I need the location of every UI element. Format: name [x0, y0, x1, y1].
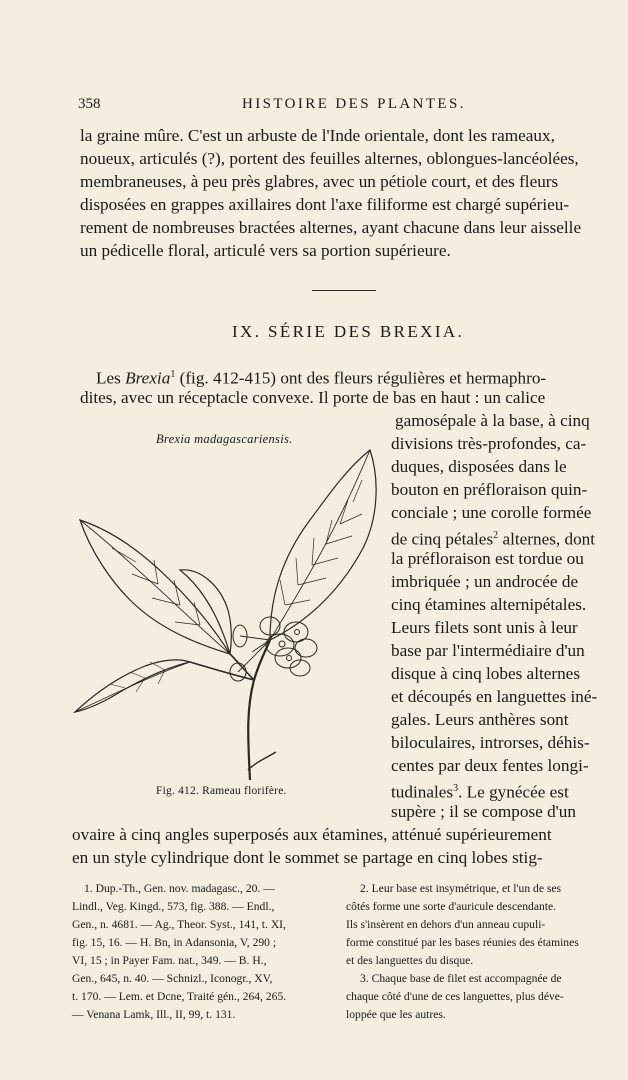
footnote-line: et des languettes du disque.: [346, 954, 474, 967]
body-line: dites, avec un réceptacle convexe. Il porte de bas en haut : un calice: [80, 388, 546, 407]
body-text: (fig. 412-415) ont des fleurs régulières et hermaphro-: [175, 368, 547, 388]
intro-line: membraneuses, à peu près glabres, avec un pétiole court, et des fleurs: [80, 172, 559, 191]
intro-line: la graine mûre. C'est un arbuste de l'Inde orientale, dont les rameaux,: [80, 126, 555, 145]
footnote-line: 2. Leur base est insymétrique, et l'un de ses: [360, 882, 562, 895]
footnote-line: VI, 15 ; in Payer Fam. nat., 349. — B. H.,: [72, 954, 267, 967]
body-text: de cinq pétales: [391, 529, 494, 549]
footnote-line: 1. Dup.-Th., Gen. nov. madagasc., 20. —: [84, 882, 275, 895]
column-line: imbriquée ; un androcée de: [391, 572, 579, 591]
column-line: centes par deux fentes longi-: [391, 756, 589, 775]
footnote-line: côtés forme une sorte d'auricule descendante.: [346, 900, 557, 913]
column-line: divisions très-profondes, ca-: [391, 434, 587, 453]
footnote-line: Lindl., Veg. Kingd., 573, fig. 388. — Endl.,: [72, 900, 275, 913]
genus-name: Brexia: [125, 368, 171, 388]
column-line: gales. Leurs anthères sont: [391, 710, 569, 729]
intro-line: un pédicelle floral, articulé vers sa portion supérieure.: [80, 241, 451, 260]
body-line: en un style cylindrique dont le sommet se partage en cinq lobes stig-: [72, 848, 543, 867]
intro-line: rement de nombreuses bractées alternes, ayant chacune dans leur aisselle: [80, 218, 582, 237]
intro-line: noueux, articulés (?), portent des feuilles alternes, oblongues-lancéolées,: [80, 149, 579, 168]
page-number: 358: [78, 96, 101, 112]
section-divider: [312, 290, 376, 291]
column-line: disque à cinq lobes alternes: [391, 664, 581, 683]
body-text: alternes, dont: [498, 529, 596, 549]
column-line: duques, disposées dans le: [391, 457, 567, 476]
body-text: . Le gynécée est: [458, 782, 569, 802]
footnote-line: Ils s'insèrent en dehors d'un anneau cupuli-: [346, 918, 546, 931]
column-line: biloculaires, introrses, déhis-: [391, 733, 590, 752]
footnote-line: chaque côté d'une de ces languettes, plus déve-: [346, 990, 564, 1003]
body-line: ovaire à cinq angles superposés aux étamines, atténué supérieurement: [72, 825, 552, 844]
footnote-ref: 1: [170, 369, 176, 380]
footnote-line: fig. 15, 16. — H. Bn, in Adansonia, V, 290 ;: [72, 936, 277, 949]
column-line: Leurs filets sont unis à leur: [391, 618, 578, 637]
footnote-ref: 2: [493, 530, 499, 541]
footnote-line: loppée que les autres.: [346, 1008, 446, 1021]
column-line: gamosépale à la base, à cinq: [395, 411, 590, 430]
column-line: cinq étamines alternipétales.: [391, 595, 587, 614]
footnote-line: 3. Chaque base de filet est accompagnée de: [360, 972, 562, 985]
column-line: la préfloraison est tordue ou: [391, 549, 584, 568]
footnote-line: t. 170. — Lem. et Dcne, Traité gén., 264, 265.: [72, 990, 287, 1003]
column-line: supère ; il se compose d'un: [391, 802, 576, 821]
section-title: IX. SÉRIE DES BREXIA.: [232, 322, 465, 341]
running-title: HISTOIRE DES PLANTES.: [242, 96, 466, 112]
column-line: et découpés en languettes iné-: [391, 687, 598, 706]
column-line: base par l'intermédiaire d'un: [391, 641, 585, 660]
figure-caption: Fig. 412. Rameau florifère.: [156, 785, 287, 797]
footnote-line: — Venana Lamk, Ill., II, 99, t. 131.: [72, 1008, 236, 1021]
body-text: Les: [96, 368, 126, 388]
body-text: tudinales: [391, 782, 454, 802]
footnote-line: Gen., 645, n. 40. — Schnizl., Iconogr., XV,: [72, 972, 273, 985]
plant-illustration: [70, 440, 390, 780]
figure-species-caption: Brexia madagascariensis.: [156, 432, 293, 446]
footnote-line: Gen., n. 4681. — Ag., Theor. Syst., 141, t. XI,: [72, 918, 286, 931]
column-line: conciale ; une corolle formée: [391, 503, 592, 522]
intro-line: disposées en grappes axillaires dont l'axe filiforme est chargé supérieu-: [80, 195, 570, 214]
footnote-ref: 3: [453, 783, 459, 794]
footnote-line: forme constitué par les bases réunies des étamines: [346, 936, 579, 949]
column-line: bouton en préfloraison quin-: [391, 480, 588, 499]
